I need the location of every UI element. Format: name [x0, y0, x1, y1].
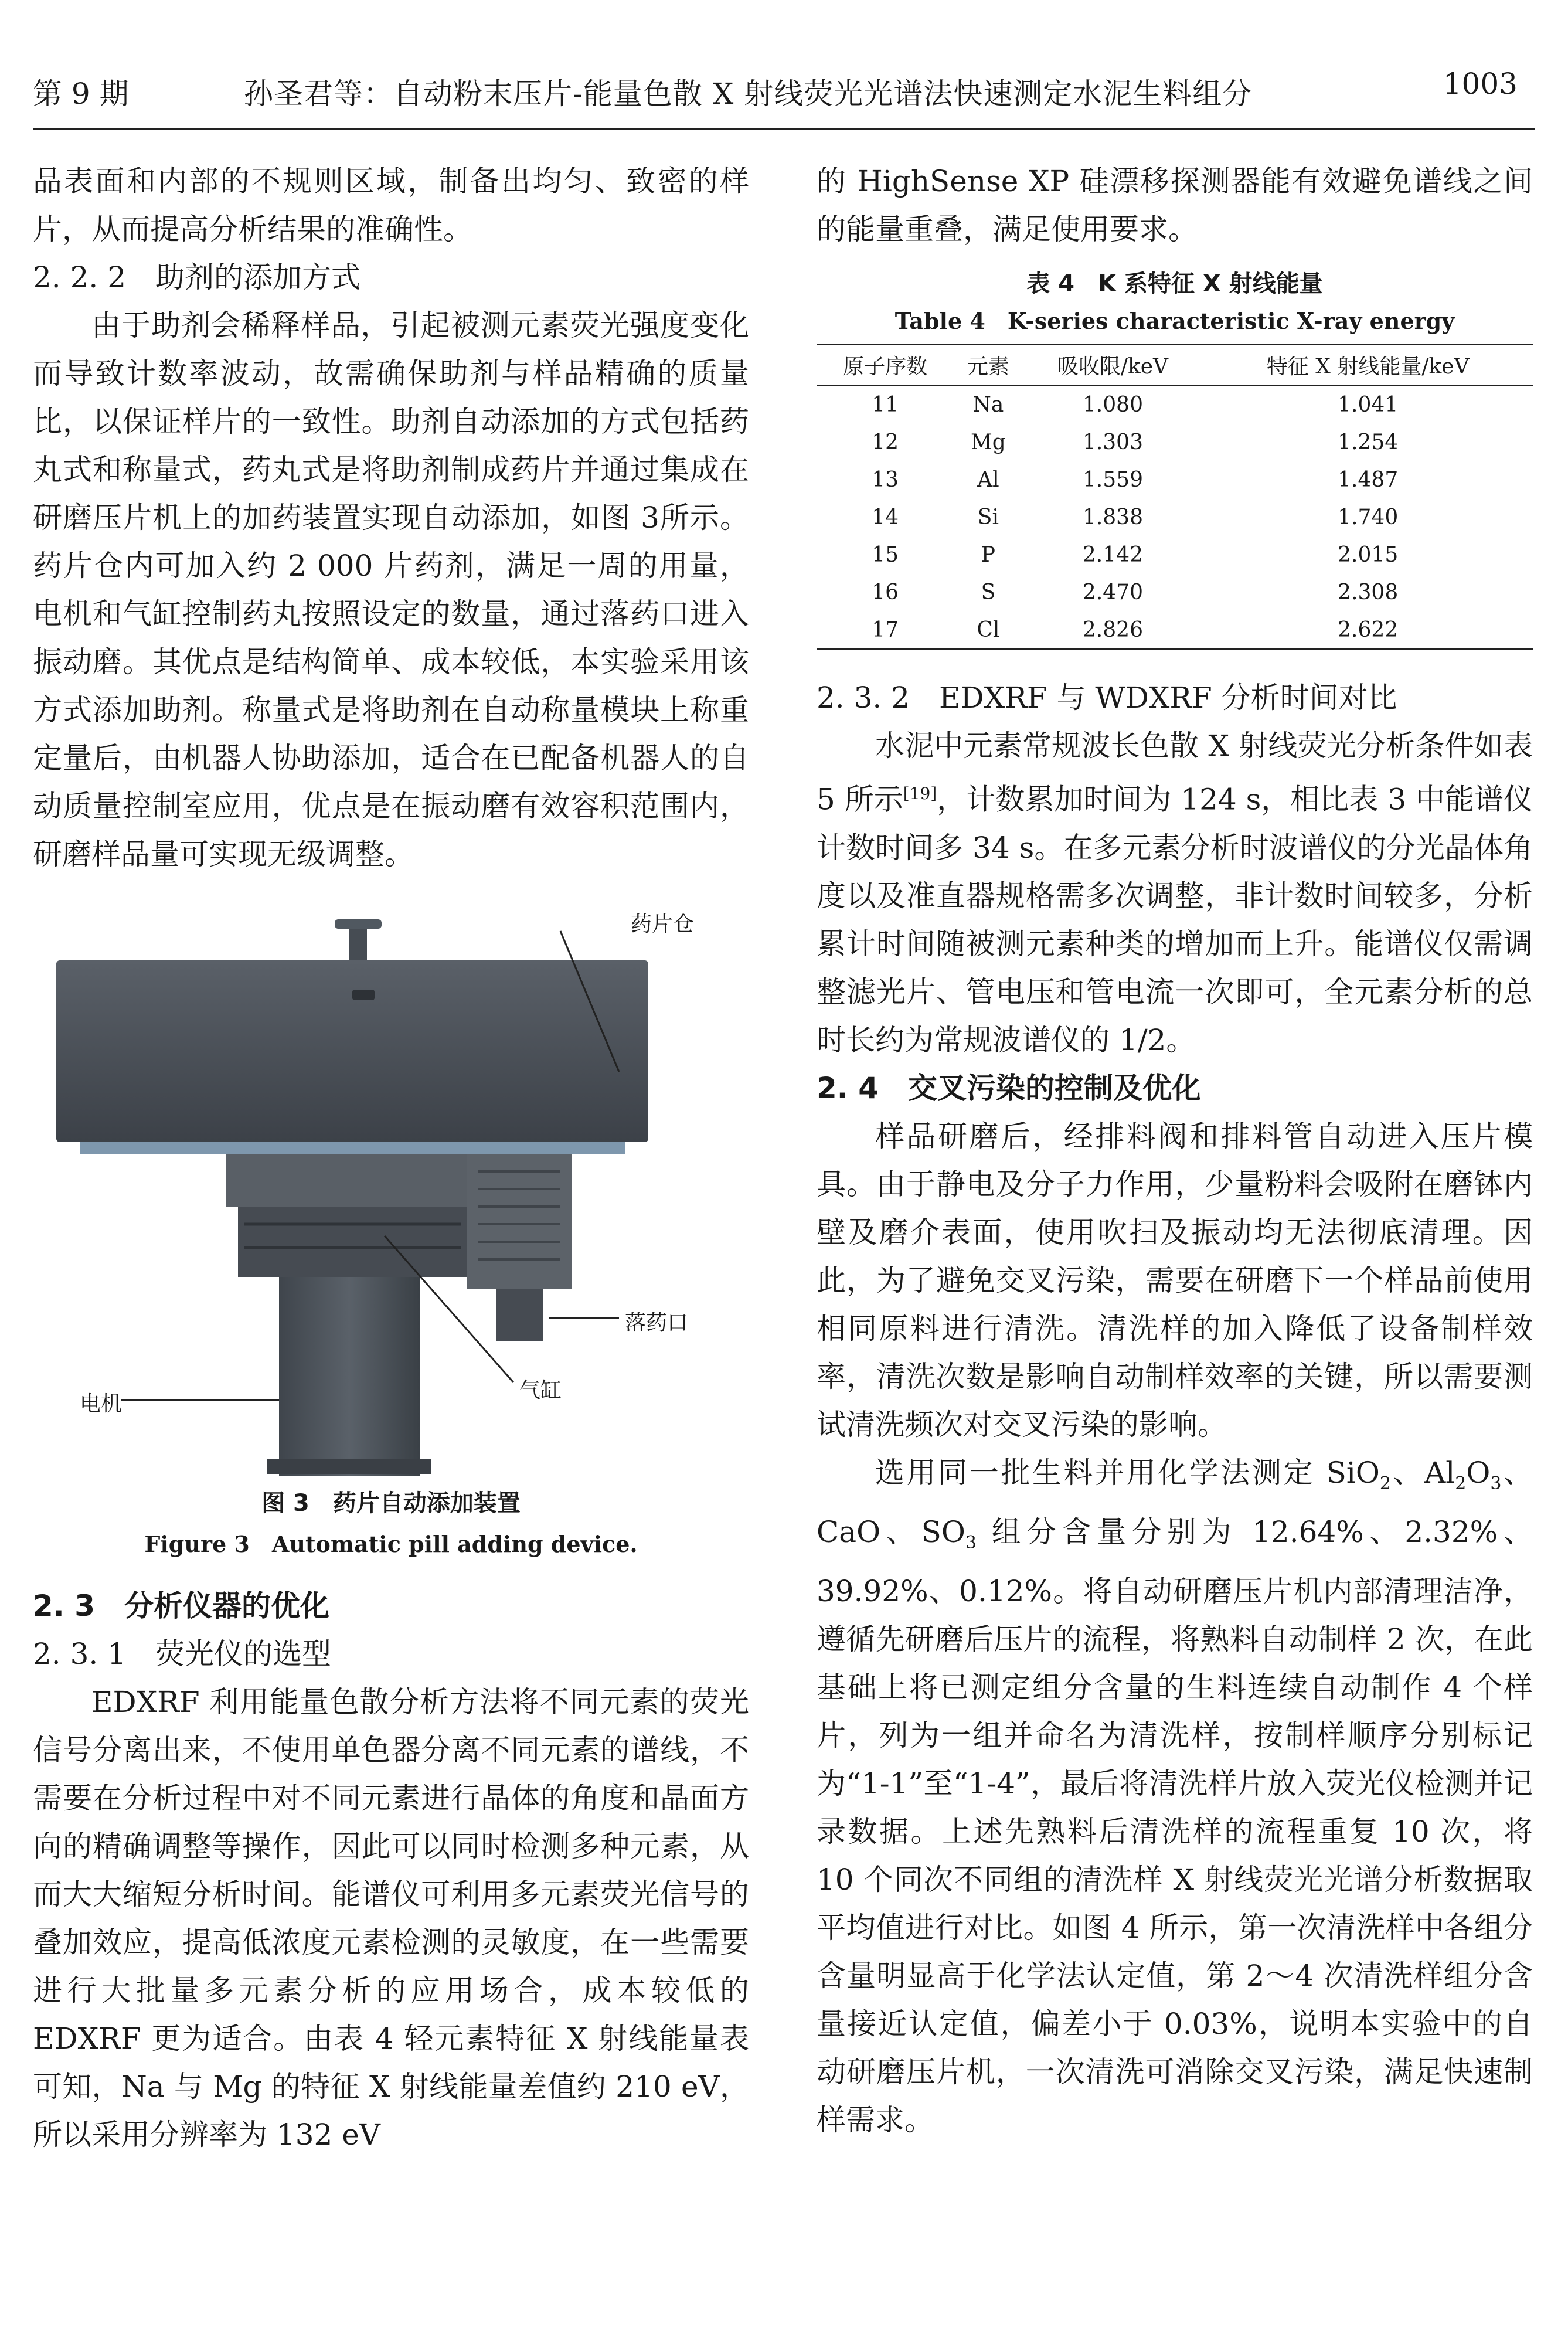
- table-header-row: [817, 345, 1533, 386]
- section-heading-2-4: 2. 4 交叉污染的控制及优化: [817, 1071, 1201, 1105]
- knob: [335, 919, 382, 929]
- table-cell: 2.142: [1082, 542, 1143, 567]
- subsection-heading-2-2-2: 2. 2. 2 助剂的添加方式: [33, 260, 361, 294]
- table-caption-en: Table 4 K-series characteristic X-ray energy: [894, 308, 1455, 334]
- citation: [19]: [903, 784, 937, 803]
- table-row: [817, 573, 1533, 611]
- label-motor: 电机: [80, 1392, 123, 1416]
- page-number: 1003: [1443, 67, 1518, 101]
- table-row: [817, 423, 1533, 461]
- figure-3: [33, 896, 749, 1476]
- drop-outlet: [496, 1289, 543, 1341]
- label-tablet-bin: 药片仓: [631, 912, 695, 936]
- section-heading-2-3: 2. 3 分析仪器的优化: [33, 1589, 329, 1623]
- table-cell: Na: [972, 392, 1004, 417]
- table-cell: Mg: [970, 430, 1006, 454]
- subscript: 3: [965, 1532, 977, 1553]
- table-cell: 16: [872, 580, 899, 604]
- table-row: [817, 611, 1533, 650]
- tablet-bin-slot: [352, 990, 375, 1000]
- label-drop-outlet: 落药口: [625, 1311, 689, 1335]
- left-column: [33, 157, 749, 2159]
- table-cell: 2.826: [1022, 611, 1203, 650]
- table-cell: 1.559: [1082, 467, 1143, 492]
- table-row: [817, 385, 1533, 423]
- column-header: 原子序数: [817, 345, 954, 386]
- paragraph-text: 、Al: [1390, 1455, 1455, 1490]
- motor-base: [267, 1459, 431, 1474]
- right-column: [817, 157, 1533, 2144]
- header-rule: [33, 128, 1535, 130]
- table-cell: 12: [872, 430, 899, 454]
- subsection-heading-2-3-1: 2. 3. 1 荧光仪的选型: [33, 1637, 332, 1671]
- tablet-bin-body: [56, 960, 648, 1142]
- running-header: [33, 67, 1535, 129]
- table-row: [817, 461, 1533, 498]
- table-cell: 1.041: [1338, 392, 1399, 417]
- label-cylinder: 气缸: [519, 1378, 562, 1402]
- table-cell: 2.622: [1203, 611, 1533, 650]
- knob-stem: [349, 929, 367, 964]
- issue-number: 第 9 期: [33, 77, 129, 111]
- side-module: [467, 1154, 572, 1289]
- gear-assembly: [226, 1154, 467, 1207]
- paragraph-text: 选用同一批生料并用化学法测定 SiO: [875, 1455, 1380, 1490]
- table-row: [817, 536, 1533, 573]
- table-cell: 2.015: [1338, 542, 1399, 567]
- subsection-heading-2-3-2: 2. 3. 2 EDXRF 与 WDXRF 分析时间对比: [817, 681, 1397, 715]
- tablet-bin-rim: [80, 1142, 625, 1154]
- subscript: 2: [1455, 1473, 1467, 1494]
- pill-adding-device-drawing: [33, 896, 749, 1476]
- table-cell: Cl: [954, 611, 1022, 650]
- figure-caption-en: Figure 3 Automatic pill adding device.: [144, 1531, 638, 1557]
- table-cell: 1.740: [1338, 505, 1399, 529]
- table-cell: 2.470: [1082, 580, 1143, 604]
- table-cell: 14: [872, 505, 899, 529]
- table-cell: 1.254: [1338, 430, 1399, 454]
- paragraph: 品表面和内部的不规则区域，制备出均匀、致密的样片，从而提高分析结果的准确性。: [33, 164, 749, 246]
- table-cell: 13: [872, 467, 899, 492]
- table-caption-cn: 表 4 K 系特征 X 射线能量: [1026, 270, 1323, 297]
- paragraph: EDXRF 利用能量色散分析方法将不同元素的荧光信号分离出来，不使用单色器分离不同元素的谱线，不需要在分析过程中对不同元素进行晶体的角度和晶面方向的精确调整等操作，因此可以同时检测多种元素，从而大大缩短分析时间。能谱仪可利用多元素荧光信号的叠加效应，提高低浓度元素检测的灵敏度，在一些需要进行大批量多元素分析的应用场合，成本较低的 EDXRF 更为适合。由表 4 轻元素特征 X 射线能量表可知，Na 与 Mg 的特征 X 射线能量差值约 210 eV，所以采用分辨率为 132 eV: [33, 1685, 749, 2152]
- paragraph-text: O: [1466, 1455, 1491, 1490]
- column-header: 特征 X 射线能量/keV: [1203, 345, 1533, 386]
- table-row: [817, 498, 1533, 536]
- running-title: 孙圣君等：自动粉末压片-能量色散 X 射线荧光光谱法快速测定水泥生料组分: [244, 77, 1253, 111]
- paragraph: [817, 722, 1533, 1064]
- table-cell: 15: [872, 542, 899, 567]
- feed-channel: [238, 1207, 467, 1277]
- table-cell: 11: [872, 392, 899, 417]
- paragraph-text: 组分含量分别为 12.64%、2.32%、39.92%、0.12%。将自动研磨压片机内部清理洁净，遵循先研磨后压片的流程，将熟料自动制样 2 次，在此基础上将已测定组分含量的生料连续自动制作 4 个样片，列为一组并命名为清洗样，按制样顺序分别标记为“1-1”至“1-4”，最后将清洗样片放入荧光仪检测并记录数据。上述先熟料后清洗样的流程重复 10 次，将 10 个同次不同组的清洗样 X 射线荧光光谱分析数据取平均值进行对比。如图 4 所示，第一次清洗样中各组分含量明显高于化学法认定值，第 2～4 次清洗样组分含量接近认定值，偏差小于 0.03%，说明本实验中的自动研磨压片机，一次清洗可消除交叉污染，满足快速制样需求。: [817, 1514, 1533, 2137]
- paragraph-text: ，计数累加时间为 124 s，相比表 3 中能谱仪计数时间多 34 s。在多元素分析时波谱仪的分光晶体角度以及准直器规格需多次调整，非计数时间较多，分析累计时间随被测元素种类的增加而上升。能谱仪仅需调整滤光片、管电压和管电流一次即可，全元素分析的总时长约为常规波谱仪的 1/2。: [817, 782, 1533, 1057]
- motor-housing: [279, 1277, 420, 1476]
- column-header: 吸收限/keV: [1022, 345, 1203, 386]
- table-cell: S: [981, 580, 996, 604]
- table-cell: P: [981, 542, 996, 567]
- table-cell: Al: [977, 467, 999, 492]
- table-cell: 1.303: [1082, 430, 1143, 454]
- table-cell: 1.080: [1082, 392, 1143, 417]
- table-cell: Si: [977, 505, 999, 529]
- paragraph: 由于助剂会稀释样品，引起被测元素荧光强度变化而导致计数率波动，故需确保助剂与样品精确的质量比，以保证样片的一致性。助剂自动添加的方式包括药丸式和称量式，药丸式是将助剂制成药片并通过集成在研磨压片机上的加药装置实现自动添加，如图 3所示。药片仓内可加入约 2 000 片药剂，满足一周的用量，电机和气缸控制药丸按照设定的数量，通过落药口进入振动磨。其优点是结构简单、成本较低，本实验采用该方式添加助剂。称量式是将助剂在自动称量模块上称重定量后，由机器人协助添加，适合在已配备机器人的自动质量控制室应用，优点是在振动磨有效容积范围内，研磨样品量可实现无级调整。: [33, 308, 749, 871]
- paragraph-text: 、CaO、SO: [817, 1455, 1533, 1549]
- table-4: [817, 344, 1533, 650]
- subscript: 2: [1379, 1473, 1391, 1494]
- paragraph: 样品研磨后，经排料阀和排料管自动进入压片模具。由于静电及分子力作用，少量粉料会吸附在磨钵内壁及磨介表面，使用吹扫及振动均无法彻底清理。因此，为了避免交叉污染，需要在研磨下一个样品前使用相同原料进行清洗。清洗样的加入降低了设备制样效率，清洗次数是影响自动制样效率的关键，所以需要测试清洗频次对交叉污染的影响。: [817, 1119, 1533, 1442]
- paragraph: 的 HighSense XP 硅漂移探测器能有效避免谱线之间的能量重叠，满足使用要求。: [817, 164, 1533, 246]
- column-header: 元素: [954, 345, 1022, 386]
- paragraph-text: 水泥中元素常规波长色散 X 射线荧光分析条件如表 5 所示: [817, 729, 1533, 817]
- table-cell: 1.838: [1082, 505, 1143, 529]
- table-cell: 17: [817, 611, 954, 650]
- table-cell: 1.487: [1338, 467, 1399, 492]
- table-cell: 2.308: [1338, 580, 1399, 604]
- subscript: 3: [1490, 1473, 1502, 1494]
- paragraph: [817, 1449, 1533, 2144]
- figure-caption-cn: 图 3 药片自动添加装置: [261, 1490, 521, 1517]
